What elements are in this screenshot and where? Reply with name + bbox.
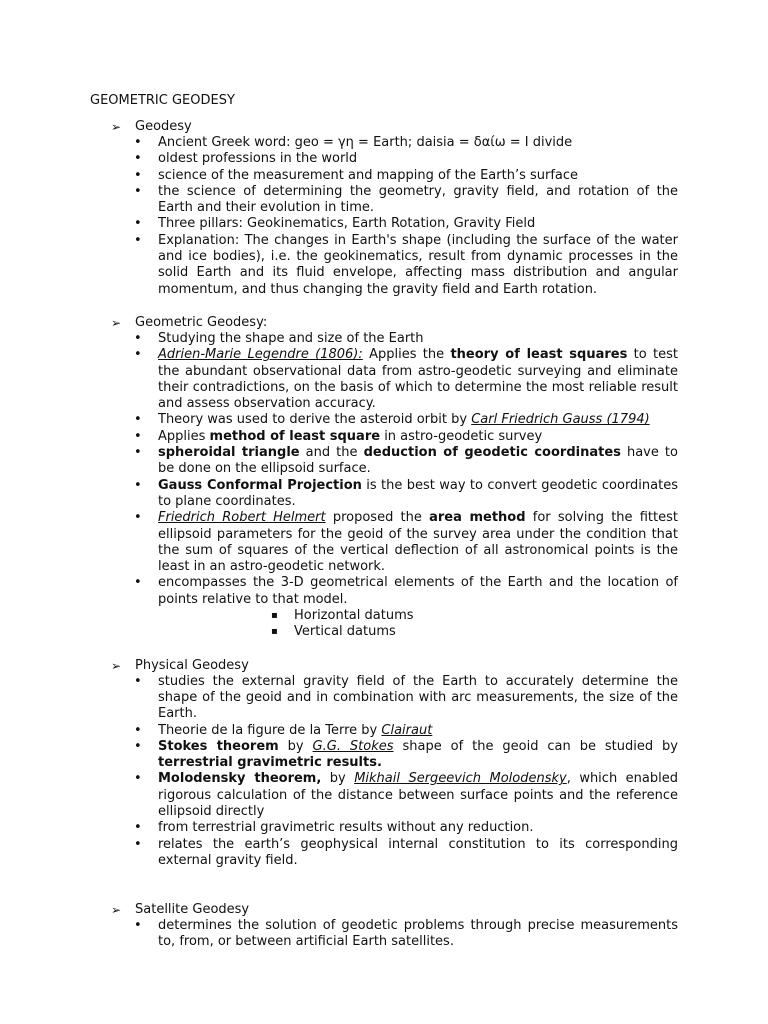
list-item xyxy=(90,412,678,428)
section xyxy=(90,902,678,951)
list-item xyxy=(90,918,678,951)
bullet-dot-icon: • xyxy=(134,575,142,591)
bold-term: theory of least squares xyxy=(450,347,628,363)
section xyxy=(90,658,678,870)
section-heading-text: Satellite Geodesy xyxy=(135,902,250,918)
section-heading xyxy=(90,902,678,918)
item-text: from terrestrial gravimetric results without any reduction. xyxy=(158,820,534,836)
cited-name: Adrien-Marie Legendre (1806): xyxy=(158,347,363,363)
section-spacer xyxy=(90,298,678,315)
item-text: Theory was used to derive the asteroid orbit by xyxy=(158,412,472,428)
document-title: GEOMETRIC GEODESY xyxy=(90,93,235,108)
list-item xyxy=(90,674,678,723)
item-text: the science of determining the geometry, gravity field, and rotation of the Earth and their evolution in time. xyxy=(158,183,678,216)
bold-term: Gauss Conformal Projection xyxy=(158,477,362,493)
bold-term: method of least square xyxy=(209,428,381,444)
bold-term: deduction of geodetic coordinates xyxy=(363,445,621,461)
section-heading xyxy=(90,658,678,674)
arrow-bullet-icon: ➢ xyxy=(111,120,122,134)
item-text: Theorie de la figure de la Terre by xyxy=(158,722,382,738)
bold-term: terrestrial gravimetric results. xyxy=(158,755,382,771)
item-text: proposed the xyxy=(325,510,430,526)
square-bullet-icon: ▪ xyxy=(271,626,278,638)
cited-name: G.G. Stokes xyxy=(312,738,394,754)
bullet-dot-icon: • xyxy=(134,445,142,461)
item-text: Three pillars: Geokinematics, Earth Rotation, Gravity Field xyxy=(158,216,536,232)
bullet-dot-icon: • xyxy=(134,771,142,787)
list-item xyxy=(90,429,678,445)
item-text: science of the measurement and mapping of the Earth’s surface xyxy=(158,167,579,183)
bullet-dot-icon: • xyxy=(134,216,142,232)
sub-list-item xyxy=(158,624,678,640)
section-spacer xyxy=(90,869,678,902)
list-item xyxy=(90,331,678,347)
bullet-list xyxy=(90,674,678,870)
cited-name: Carl Friedrich Gauss (1794) xyxy=(471,412,650,428)
bullet-list xyxy=(90,331,678,641)
document-page xyxy=(90,92,678,951)
section-heading xyxy=(90,315,678,331)
square-bullet-icon: ▪ xyxy=(271,610,278,622)
arrow-bullet-icon: ➢ xyxy=(111,658,122,673)
bullet-dot-icon: • xyxy=(134,722,142,738)
item-text: studies the external gravity field of the Earth to accurately determine the shape of the geoid and in combination with arc measurements, the size of the Earth. xyxy=(158,673,678,722)
bullet-dot-icon: • xyxy=(134,820,142,836)
bullet-dot-icon: • xyxy=(134,738,142,754)
list-item xyxy=(90,135,678,151)
bold-term: Molodensky theorem, xyxy=(158,771,322,787)
list-item xyxy=(90,739,678,772)
list-item xyxy=(90,575,678,640)
item-text: is the best way to convert geodetic coordinates to plane coordinates. xyxy=(158,477,678,509)
section xyxy=(90,119,678,298)
item-text: relates the earth’s geophysical internal constitution to its corresponding external gravity field. xyxy=(158,836,678,868)
arrow-bullet-icon: ➢ xyxy=(111,903,122,918)
list-item xyxy=(90,347,678,412)
list-item xyxy=(90,771,678,820)
item-text: shape of the geoid can be studied by xyxy=(393,738,678,754)
item-text: Applies xyxy=(158,428,210,444)
bullet-dot-icon: • xyxy=(134,347,142,363)
item-text: , which enabled rigorous calculation of the distance between surface points and the reference ellipsoid directly xyxy=(158,771,678,819)
bullet-dot-icon: • xyxy=(134,428,142,444)
sub-item-text: Horizontal datums xyxy=(294,608,414,624)
document-body xyxy=(90,119,678,951)
list-item xyxy=(90,184,678,217)
cited-name: Friedrich Robert Helmert xyxy=(158,510,326,526)
arrow-bullet-icon: ➢ xyxy=(111,315,122,330)
section-heading-text: Physical Geodesy xyxy=(135,657,249,673)
section-spacer xyxy=(90,641,678,658)
item-text: Ancient Greek word: geo = γη = Earth; daisia = δαίω = I divide xyxy=(158,135,573,150)
list-item xyxy=(90,216,678,232)
item-text: by xyxy=(278,738,313,754)
item-text: have to be done on the ellipsoid surface. xyxy=(158,445,678,477)
bullet-dot-icon: • xyxy=(134,232,142,248)
item-text: and the xyxy=(299,445,364,461)
section-heading-text: Geodesy xyxy=(135,119,192,134)
item-text: Applies the xyxy=(362,347,451,363)
section xyxy=(90,315,678,641)
item-text: oldest professions in the world xyxy=(158,151,358,167)
bullet-dot-icon: • xyxy=(134,836,142,852)
list-item xyxy=(90,233,678,298)
list-item xyxy=(90,151,678,167)
list-item xyxy=(90,445,678,478)
bullet-dot-icon: • xyxy=(134,673,142,689)
bullet-dot-icon: • xyxy=(134,167,142,183)
item-text: by xyxy=(321,771,355,787)
item-text: to test the abundant observational data from astro-geodetic surveying and eliminate their contradictions, on the basis of which to determine the most reliable result and assess observation accuracy. xyxy=(158,347,678,412)
list-item xyxy=(90,168,678,184)
cited-name: Mikhail Sergeevich Molodensky xyxy=(354,771,567,787)
item-text: encompasses the 3-D geometrical elements of the Earth and the location of points relative to that model. xyxy=(158,575,678,607)
cited-name: Clairaut xyxy=(381,722,433,738)
bullet-dot-icon: • xyxy=(134,183,142,199)
bold-term: spheroidal triangle xyxy=(158,445,300,461)
list-item xyxy=(90,478,678,511)
section-heading xyxy=(90,119,678,135)
sub-item-text: Vertical datums xyxy=(294,624,396,640)
bullet-dot-icon: • xyxy=(134,918,142,934)
item-text: Explanation: The changes in Earth's shape (including the surface of the water and ice bodies), i.e. the geokinematics, result from dynamic processes in the solid Earth and its fluid envelope, affecting mass distribution and angular momentum, and thus changing the gravity field and Earth rotation. xyxy=(158,232,678,297)
item-text: determines the solution of geodetic problems through precise measurements to, from, or between artificial Earth satellites. xyxy=(158,918,678,950)
list-item xyxy=(90,510,678,575)
item-text: Studying the shape and size of the Earth xyxy=(158,330,424,346)
bullet-dot-icon: • xyxy=(134,510,142,526)
bullet-list xyxy=(90,135,678,298)
list-item xyxy=(90,837,678,870)
list-item xyxy=(90,723,678,739)
item-text: in astro-geodetic survey xyxy=(380,428,543,444)
bullet-list xyxy=(90,918,678,951)
item-text: for solving the fittest ellipsoid parameters for the geoid of the survey area under the condition that the sum of squares of the vertical deflection of all astronomical points is the least in an astro-geodetic network. xyxy=(158,510,678,575)
list-item xyxy=(90,820,678,836)
bold-term: area method xyxy=(429,510,526,526)
section-heading-text: Geometric Geodesy: xyxy=(135,314,268,330)
sub-list xyxy=(158,608,678,641)
bold-term: Stokes theorem xyxy=(158,738,279,754)
sub-list-item xyxy=(158,608,678,624)
bullet-dot-icon: • xyxy=(134,330,142,346)
bullet-dot-icon: • xyxy=(134,477,142,493)
bullet-dot-icon: • xyxy=(134,412,142,428)
bullet-dot-icon: • xyxy=(134,135,142,150)
bullet-dot-icon: • xyxy=(134,151,142,167)
